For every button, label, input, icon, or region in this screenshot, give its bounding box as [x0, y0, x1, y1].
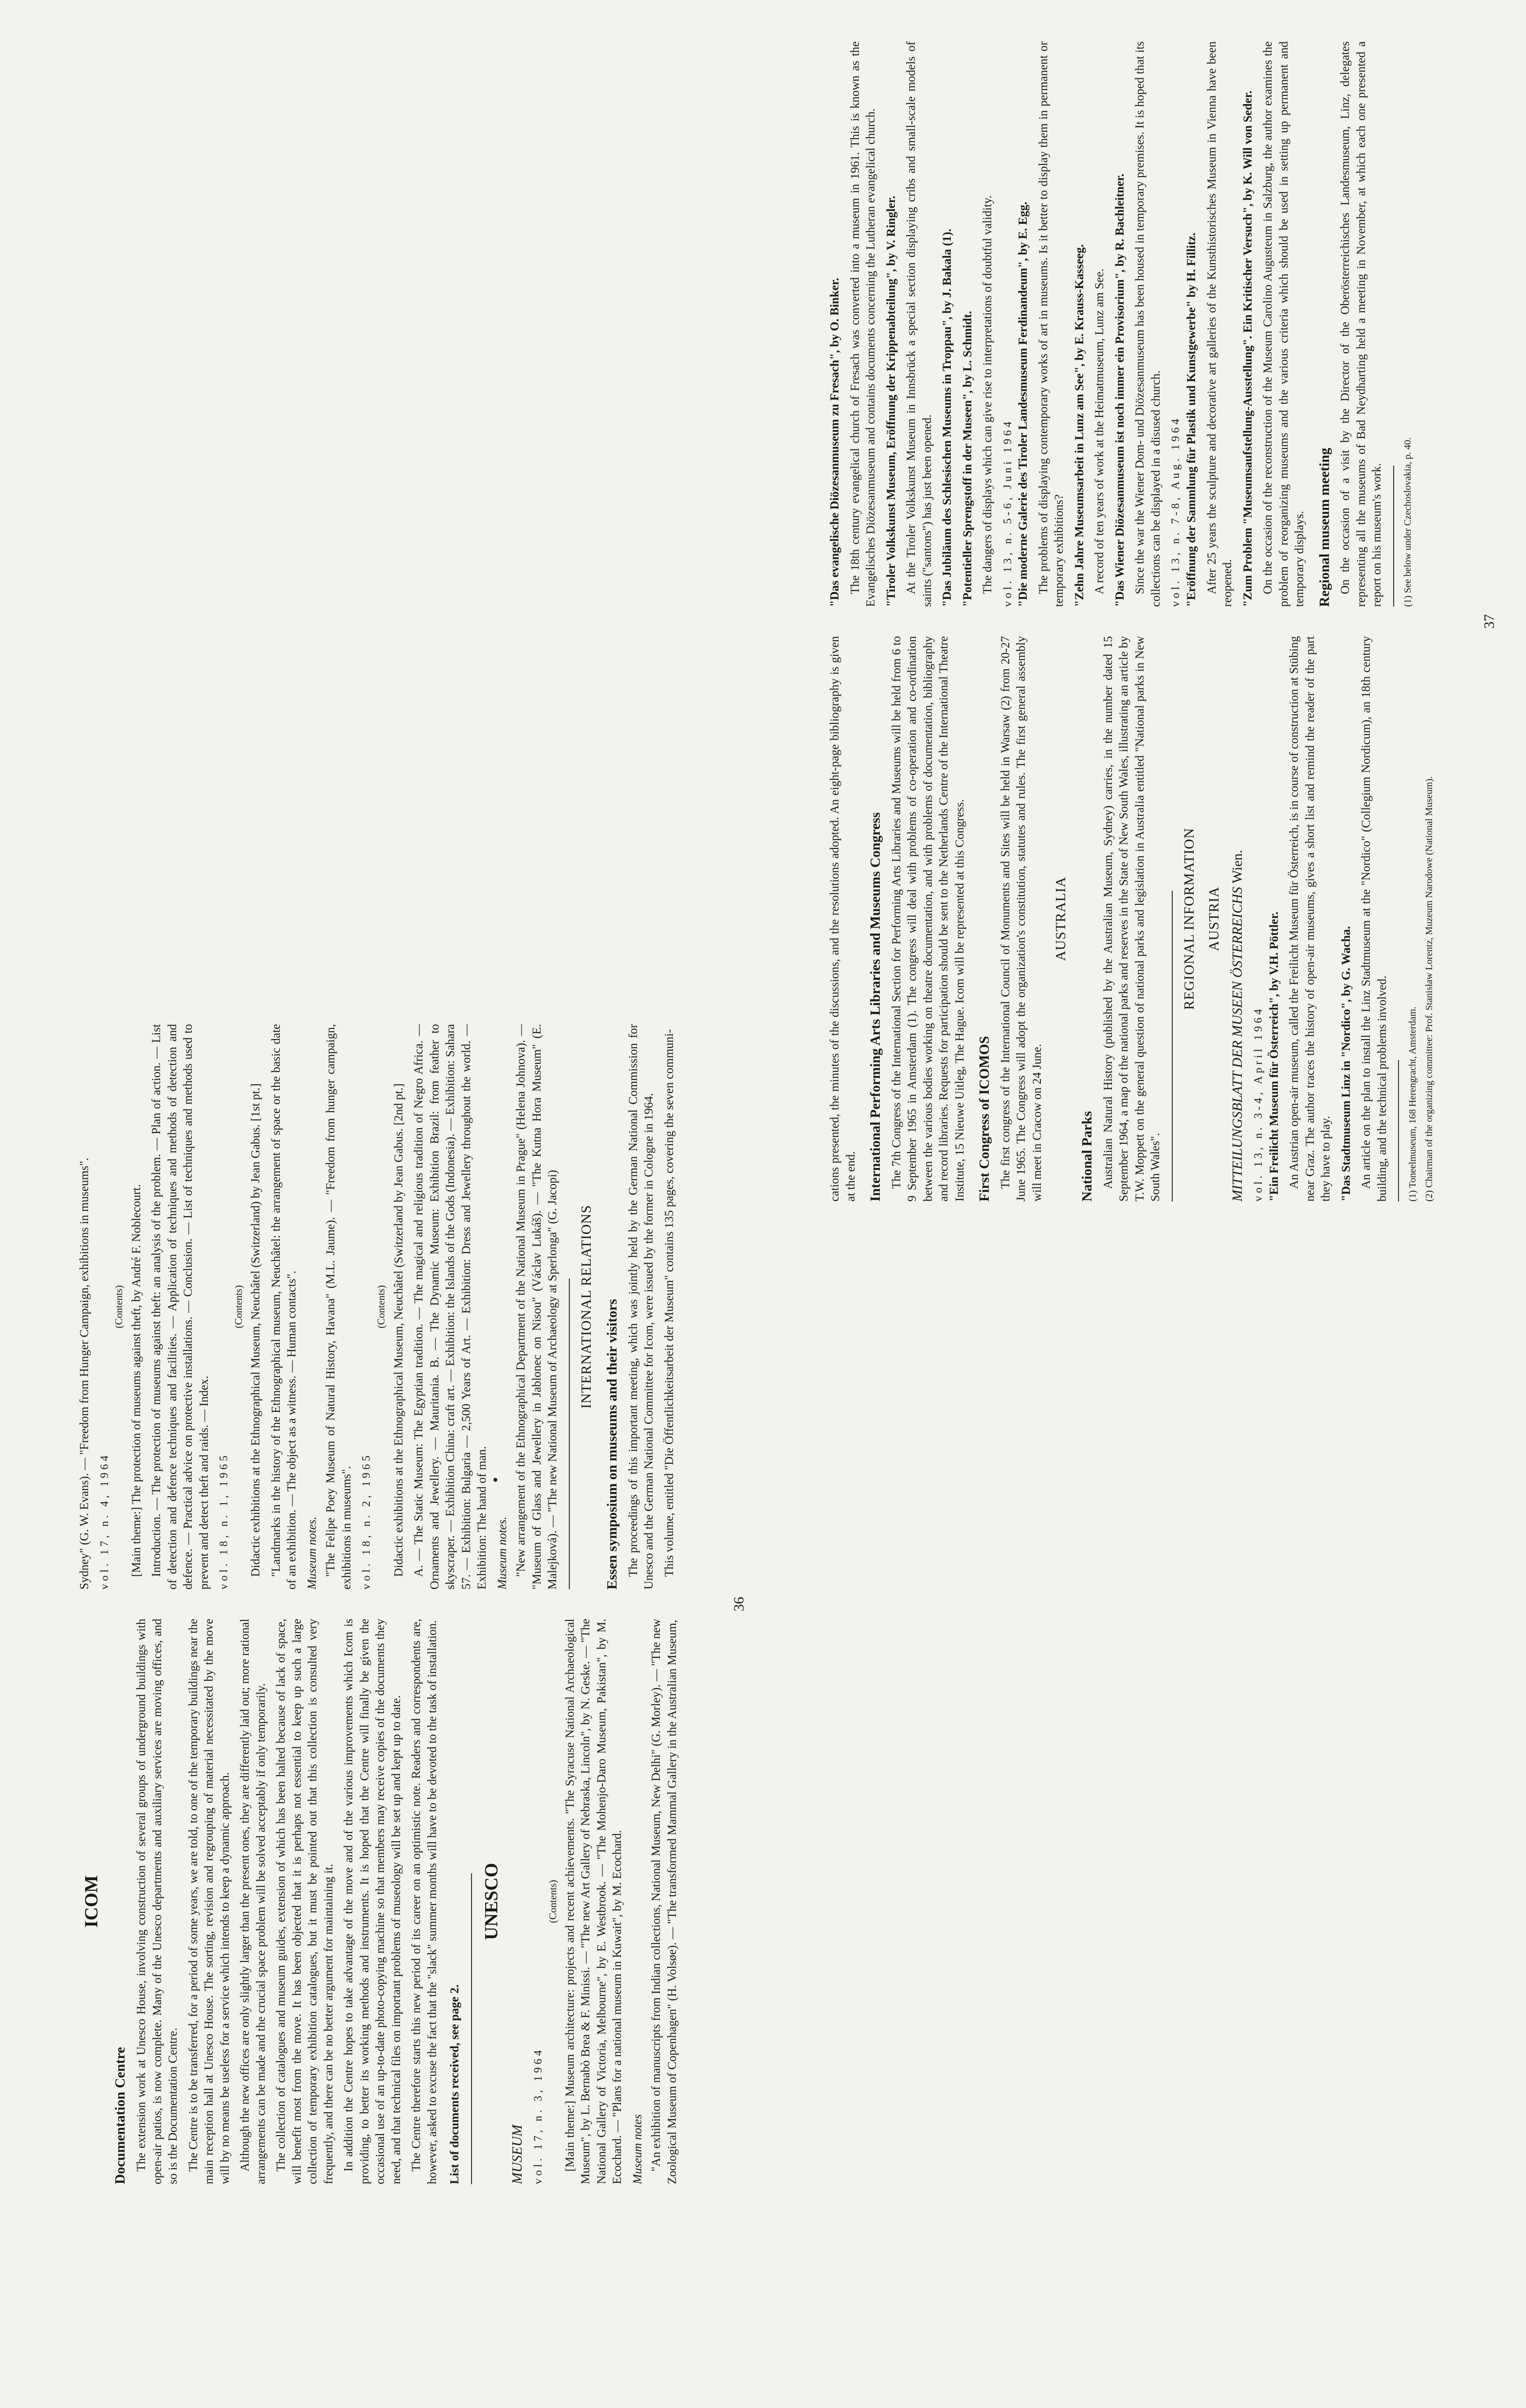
page-36: [77, 1024, 768, 2184]
issue-line: vol. 17, n. 3, 1964: [531, 2047, 544, 2184]
list-of-documents-note: List of documents received, see page 2.: [448, 1984, 462, 2184]
museum-notes-label: Museum notes: [631, 2114, 644, 2184]
issue-line: vol. 18, n. 1, 1965: [218, 1453, 230, 1590]
paragraph: In addition the Centre hopes to take advantage of the move and of the various improvements which Icom is providing, to better its working methods and instruments. It is hoped that the Centre will finally be given the occasional use of an up-to-date photo-copying machine so that members may receive copies of the documents they need, and that technical files on important problems of museology will be set up and kept up to date.: [342, 1618, 403, 2184]
footnote: (2) Chairman of the organizing committee: Prof. Stanisław Lorentz, Muzeum Narodowe (National Museum).: [1424, 776, 1435, 1202]
paragraph: This volume, entitled "Die Öffentlichkeitsarbeit der Museum" contains 135 pages, covering the seven communi-: [662, 1029, 676, 1577]
paragraph: On the occasion of a visit by the Director of the Oberösterreichisches Landesmuseum, Linz, delegates representing all the museums of Bad Neydharting held a meeting in November, at which each one presented a report on his museum's work.: [1339, 41, 1384, 607]
icomos-congress-title: First Congress of ICOMOS: [977, 1036, 993, 1202]
divider: [471, 1873, 472, 2184]
museum-magazine-title: MUSEUM: [509, 2124, 525, 2184]
page-36-column-1: [77, 1619, 724, 2185]
page-37: [827, 41, 1518, 1202]
contents-label: (Contents): [375, 1285, 387, 1329]
article-title: "Die moderne Galerie des Tiroler Landesmuseum Ferdinandeum", by E. Egg.: [1017, 201, 1030, 607]
paragraph: The extension work at Unesco House, involving construction of several groups of underground buildings with open-air patios, is now complete. Many of the Unesco departments and auxiliary services are moving offices, and so is the Documentation Centre.: [135, 1618, 180, 2184]
paragraph: A record of ten years of work at the Heimatmuseum, Lunz am See.: [1093, 269, 1107, 594]
paragraph: A. — The Static Museum: The Egyptian tradition. — The magical and religious tradition of Negro Africa. — Ornaments and Jewellery. — Mauritania. B. — The Dynamic Museum: Exhibition Brazil: from feather to skyscraper. — Exhibition China: craft art. — Exhibition: the Islands of the Gods (Indonesia). — Exhibition: Sahara 57. — Exhibition: Bulgaria — 2,500 Years of Art. — Exhibition: Dress and Jewellery throughout the world. — Exhibition: The hand of man.: [412, 1024, 489, 1590]
paragraph: "The Felipe Poey Museum of Natural History, Havana" (M.L. Jaume). — "Freedom from hunger campaign, exhibitions in museums".: [324, 1024, 353, 1590]
contents-label: (Contents): [113, 1285, 125, 1329]
issue-line: vol. 17, n. 4, 1964: [98, 1453, 110, 1590]
paragraph: Didactic exhibitions at the Ethnographical Museum, Neuchâtel (Switzerland by Jean Gabus. [2nd pt.]: [392, 1083, 405, 1577]
regional-information-heading: REGIONAL INFORMATION: [1181, 827, 1197, 1010]
issue-line: vol. 13, n. 5-6, Juni 1964: [1001, 418, 1014, 607]
divider: [569, 1278, 570, 1589]
austria-heading: AUSTRIA: [1206, 886, 1222, 952]
documentation-centre-title: Documentation Centre: [112, 2047, 128, 2184]
footnote: (1) See below under Czechoslovakia, p. 40.: [1402, 437, 1413, 607]
footnote: (1) Toneelmuseum, 168 Herengracht, Amsterdam.: [1407, 1006, 1418, 1202]
museum-notes-label: Museum notes.: [495, 1516, 509, 1590]
paragraph: Although the new offices are only slightly larger than the present ones, they are differently laid out; more rational arrangements can be made and the crucial space problem will be solved acceptably if only temporarily.: [238, 1618, 268, 2184]
article-title: "Tiroler Volkskunst Museum, Eröffnung der Krippenabteilung", by V. Ringler.: [884, 196, 898, 607]
page-37-column-2: [827, 41, 1474, 607]
national-parks-title: National Parks: [1079, 1111, 1095, 1202]
regional-museum-meeting-title: Regional museum meeting: [1316, 448, 1332, 607]
paragraph: "New arrangement of the Ethnographical Department of the National Museum in Prague" (Helena Johnova). — "Museum of Glass and Jewellery in Jablonec on Nisou" (Václav Lukáš). — "The Kutna Hora Museum" (E. Malejková). — "The new National Museum of Archaeology at Sperlonga" (G. Jacopi): [514, 1024, 560, 1590]
paragraph: After 25 years the sculpture and decorative art galleries of the Kunsthistorisches Museum in Vienna have been reopened.: [1205, 41, 1235, 607]
paragraph: On the occasion of the reconstruction of the Museum Carolino Augusteum in Salzburg, the author examines the problem of reorganizing museums and the various criteria which should be used in setting up permanent and temporary displays.: [1261, 41, 1307, 607]
paragraph: Sydney" (G. W. Evans). — "Freedom from Hunger Campaign, exhibitions in museums".: [78, 1158, 91, 1590]
article-title: "Ein Freilicht Museum für Österreich", by V.H. Pöttler.: [1267, 911, 1281, 1202]
icom-heading: ICOM: [81, 1875, 102, 1928]
paragraph: An Austrian open-air museum, called the Freilicht Museum für Österreich, is in course of construction at Stübing near Graz. The author traces the history of open-air museums, gives a short list and remind the reader of the part they have to play.: [1288, 636, 1333, 1202]
paragraph: Introduction. — The protection of museums against theft: an analysis of the problem. — Plan of action. — List of detection and defence techniques and facilities. — Application of techniques and methods of detection and defence. — Practical advice on protective installations. — Conclusion. — List of techniques and methods used to prevent and detect theft and raids. — Index.: [150, 1024, 211, 1590]
international-relations-heading: INTERNATIONAL RELATIONS: [578, 1204, 594, 1409]
bullet-mark: [493, 1478, 497, 1482]
article-title: "Eröffnung der Sammlung für Plastik und Kunstgewerbe" by H. Fillitz.: [1185, 233, 1199, 607]
page-37-column-1: [827, 636, 1474, 1202]
paragraph: The 18th century evangelical church of Fresach was converted into a museum in 1961. This is known as the Evangelisches Diözesanmuseum and contains documents concerning the Lutheran evangelical church.: [848, 41, 877, 607]
paragraph: An article on the plan to install the Linz Stadtmuseum at the "Nordico" (Collegium Nordicum), an 18th century building, and the technical problems involved.: [1360, 636, 1389, 1202]
unesco-heading: UNESCO: [481, 1863, 502, 1940]
issue-line: vol. 13, n. 3-4, April 1964: [1252, 1006, 1264, 1202]
footnote-divider: [1393, 466, 1394, 607]
paragraph: The 7th Congress of the International Section for Performing Arts Libraries and Museums will be held from 6 to 9 September 1965 in Amsterdam (1). The congress will deal with problems of co-operation and co-ordination between the various bodies working on theatre documentation, and with problems of documentation, bibliography and record libraries. Requests for participation should be sent to the Netherlands Centre of the International Theatre Institute, 15 Nieuwe Uitleg, The Hague. Icom will be represented at this Congress.: [890, 636, 966, 1202]
paragraph: The Centre therefore starts this new period of its career on an optimistic note. Readers and correspondents are, however, asked to excuse the fact that the "slack" summer months will have to be devoted to the task of installation.: [410, 1618, 439, 2184]
museum-notes-label: Museum notes.: [305, 1516, 319, 1590]
mitteilungsblatt-title: [1229, 636, 1247, 1202]
paragraph: The dangers of displays which can give rise to interpretations of doubtful validity.: [981, 195, 994, 594]
article-title: "Potentieller Sprengstoff in der Museen", by L. Schmidt.: [961, 311, 974, 607]
paragraph: [Main theme:] Museum architecture: projects and recent achievements. "The Syracuse National Archaeological Museum", by L. Bernabò Brea & F. Minissi. — "The new Art Gallery of Nebraska, Lincoln", by N. Geske. — "The National Gallery of Victoria, Melbourne", by E. Westbrook. — "The Mohenjo-Daro Museum, Pakistan", by M. Ecochard. — "Plans for a national museum in Kuwait", by M. Ecochard.: [563, 1618, 624, 2184]
article-title: "Das Wiener Diözesanmuseum ist noch immer ein Provisorium", by R. Bachleitner.: [1113, 174, 1126, 607]
paragraph: At the Tiroler Volkskunst Museum in Innsbrück a special section displaying cribs and small-scale models of saints ("santons") has just been opened.: [905, 41, 934, 607]
australia-heading: AUSTRALIA: [1053, 877, 1069, 961]
paragraph: "Landmarks in the history of the Ethnographical museum, Neuchâtel: the arrangement of space or the basic date of an exhibition. — The object as a witness. — Human contacts".: [269, 1024, 299, 1590]
article-title: "Zum Problem "Museumsaufstellung-Ausstellung". Ein Kritischer Versuch", by K. Will von Seder.: [1241, 90, 1254, 607]
article-title: "Das Jubiläum des Schlesischen Museums in Troppau", by J. Bakala (1).: [941, 229, 954, 607]
page-36-column-2: [77, 1024, 724, 1590]
mitteilungsblatt-place: Wien.: [1230, 849, 1246, 883]
mitteilungsblatt-name: MITTEILUNGSBLATT DER MUSEEN ÖSTERREICHS: [1230, 887, 1246, 1202]
paragraph: The first congress of the International Council of Monuments and Sites will be held in Warsaw (2) from 20-27 June 1965. The Congress will adopt the organization's constitution, statutes and rules. The first general assembly will meet in Cracow on 24 June.: [999, 636, 1044, 1202]
contents-label: (Contents): [546, 1880, 559, 1923]
essen-symposium-title: Essen symposium on museums and their visitors: [604, 1299, 620, 1590]
issue-line: vol. 13, n. 7-8, Aug. 1964: [1169, 416, 1182, 607]
paragraph: cations presented, the minutes of the discussions, and the resolutions adopted. An eight-page bibliography is given at the end.: [828, 636, 857, 1202]
paragraph: The proceedings of this important meeting, which was jointly held by the German National Commission for Unesco and the German National Committee for Icom, were issued by the former in Cologne in 1964.: [626, 1024, 656, 1590]
issue-line: vol. 18, n. 2, 1965: [360, 1453, 373, 1590]
paragraph: The Centre is to be transferred, for a period of some years, we are told, to one of the temporary buildings near the main reception hall at Unesco House. The sorting, revision and regrouping of material necessitated by the move will by no means be useless for a service which intends to keep a dynamic approach.: [186, 1618, 232, 2184]
paragraph: The problems of displaying contemporary works of art in museums. Is it better to display them in permanent or temporary exhibitions?: [1036, 41, 1066, 607]
page-number: 36: [731, 1597, 747, 1612]
paragraph: [Main theme:] The protection of museums against theft, by André F. Noblecourt.: [129, 1184, 143, 1577]
performing-arts-congress-title: International Performing Arts Libraries and Museums Congress: [868, 812, 883, 1202]
footnote-divider: [1398, 1060, 1399, 1202]
article-title: "Das evangelische Diözesanmuseum zu Fresach", by O. Binker.: [828, 278, 841, 607]
paragraph: The collection of catalogues and museum guides, extension of which has been halted because of lack of space, will benefit most from the move. It has been objected that it is perhaps not essential to keep up such a large collection of temporary exhibition catalogues, but it must be pointed out that this collection is consulted very frequently, and there can be no better argument for maintaining it.: [274, 1618, 335, 2184]
paragraph: Didactic exhibitions at the Ethnographical Museum, Neuchâtel (Switzerland) by Jean Gabus. [1st pt.]: [249, 1083, 263, 1577]
article-title: "Das Stadtmuseum Linz in "Nordico", by G. Wacha.: [1339, 926, 1353, 1202]
article-title: "Zehn Jahre Museumsarbeit in Lunz am See", by E. Krauss-Kasseeg.: [1072, 244, 1086, 607]
paragraph: Australian Natural History (published by the Australian Museum, Sydney) carries, in the number dated 15 September 1964, a map of the national parks and reserves in the State of New South Wales, illustrating an article by T.W. Moppett on the general question of national parks and legislation in Australia entitled "National parks in New South Wales".: [1101, 636, 1163, 1202]
divider: [1172, 891, 1173, 1202]
paragraph: Since the war the Wiener Dom- und Diözesanmuseum has been housed in temporary premises. It is hoped that its collections can be displayed in a disused church.: [1133, 41, 1163, 607]
paragraph: "An exhibition of manuscripts from Indian collections, National Museum, New Delhi" (G. Morley). — "The new Zoological Museum of Copenhagen" (H. Volsøe). — "The transformed Mammal Gallery in the Australian Museum,: [650, 1618, 679, 2184]
page-number: 37: [1481, 614, 1497, 629]
contents-label: (Contents): [233, 1285, 245, 1329]
